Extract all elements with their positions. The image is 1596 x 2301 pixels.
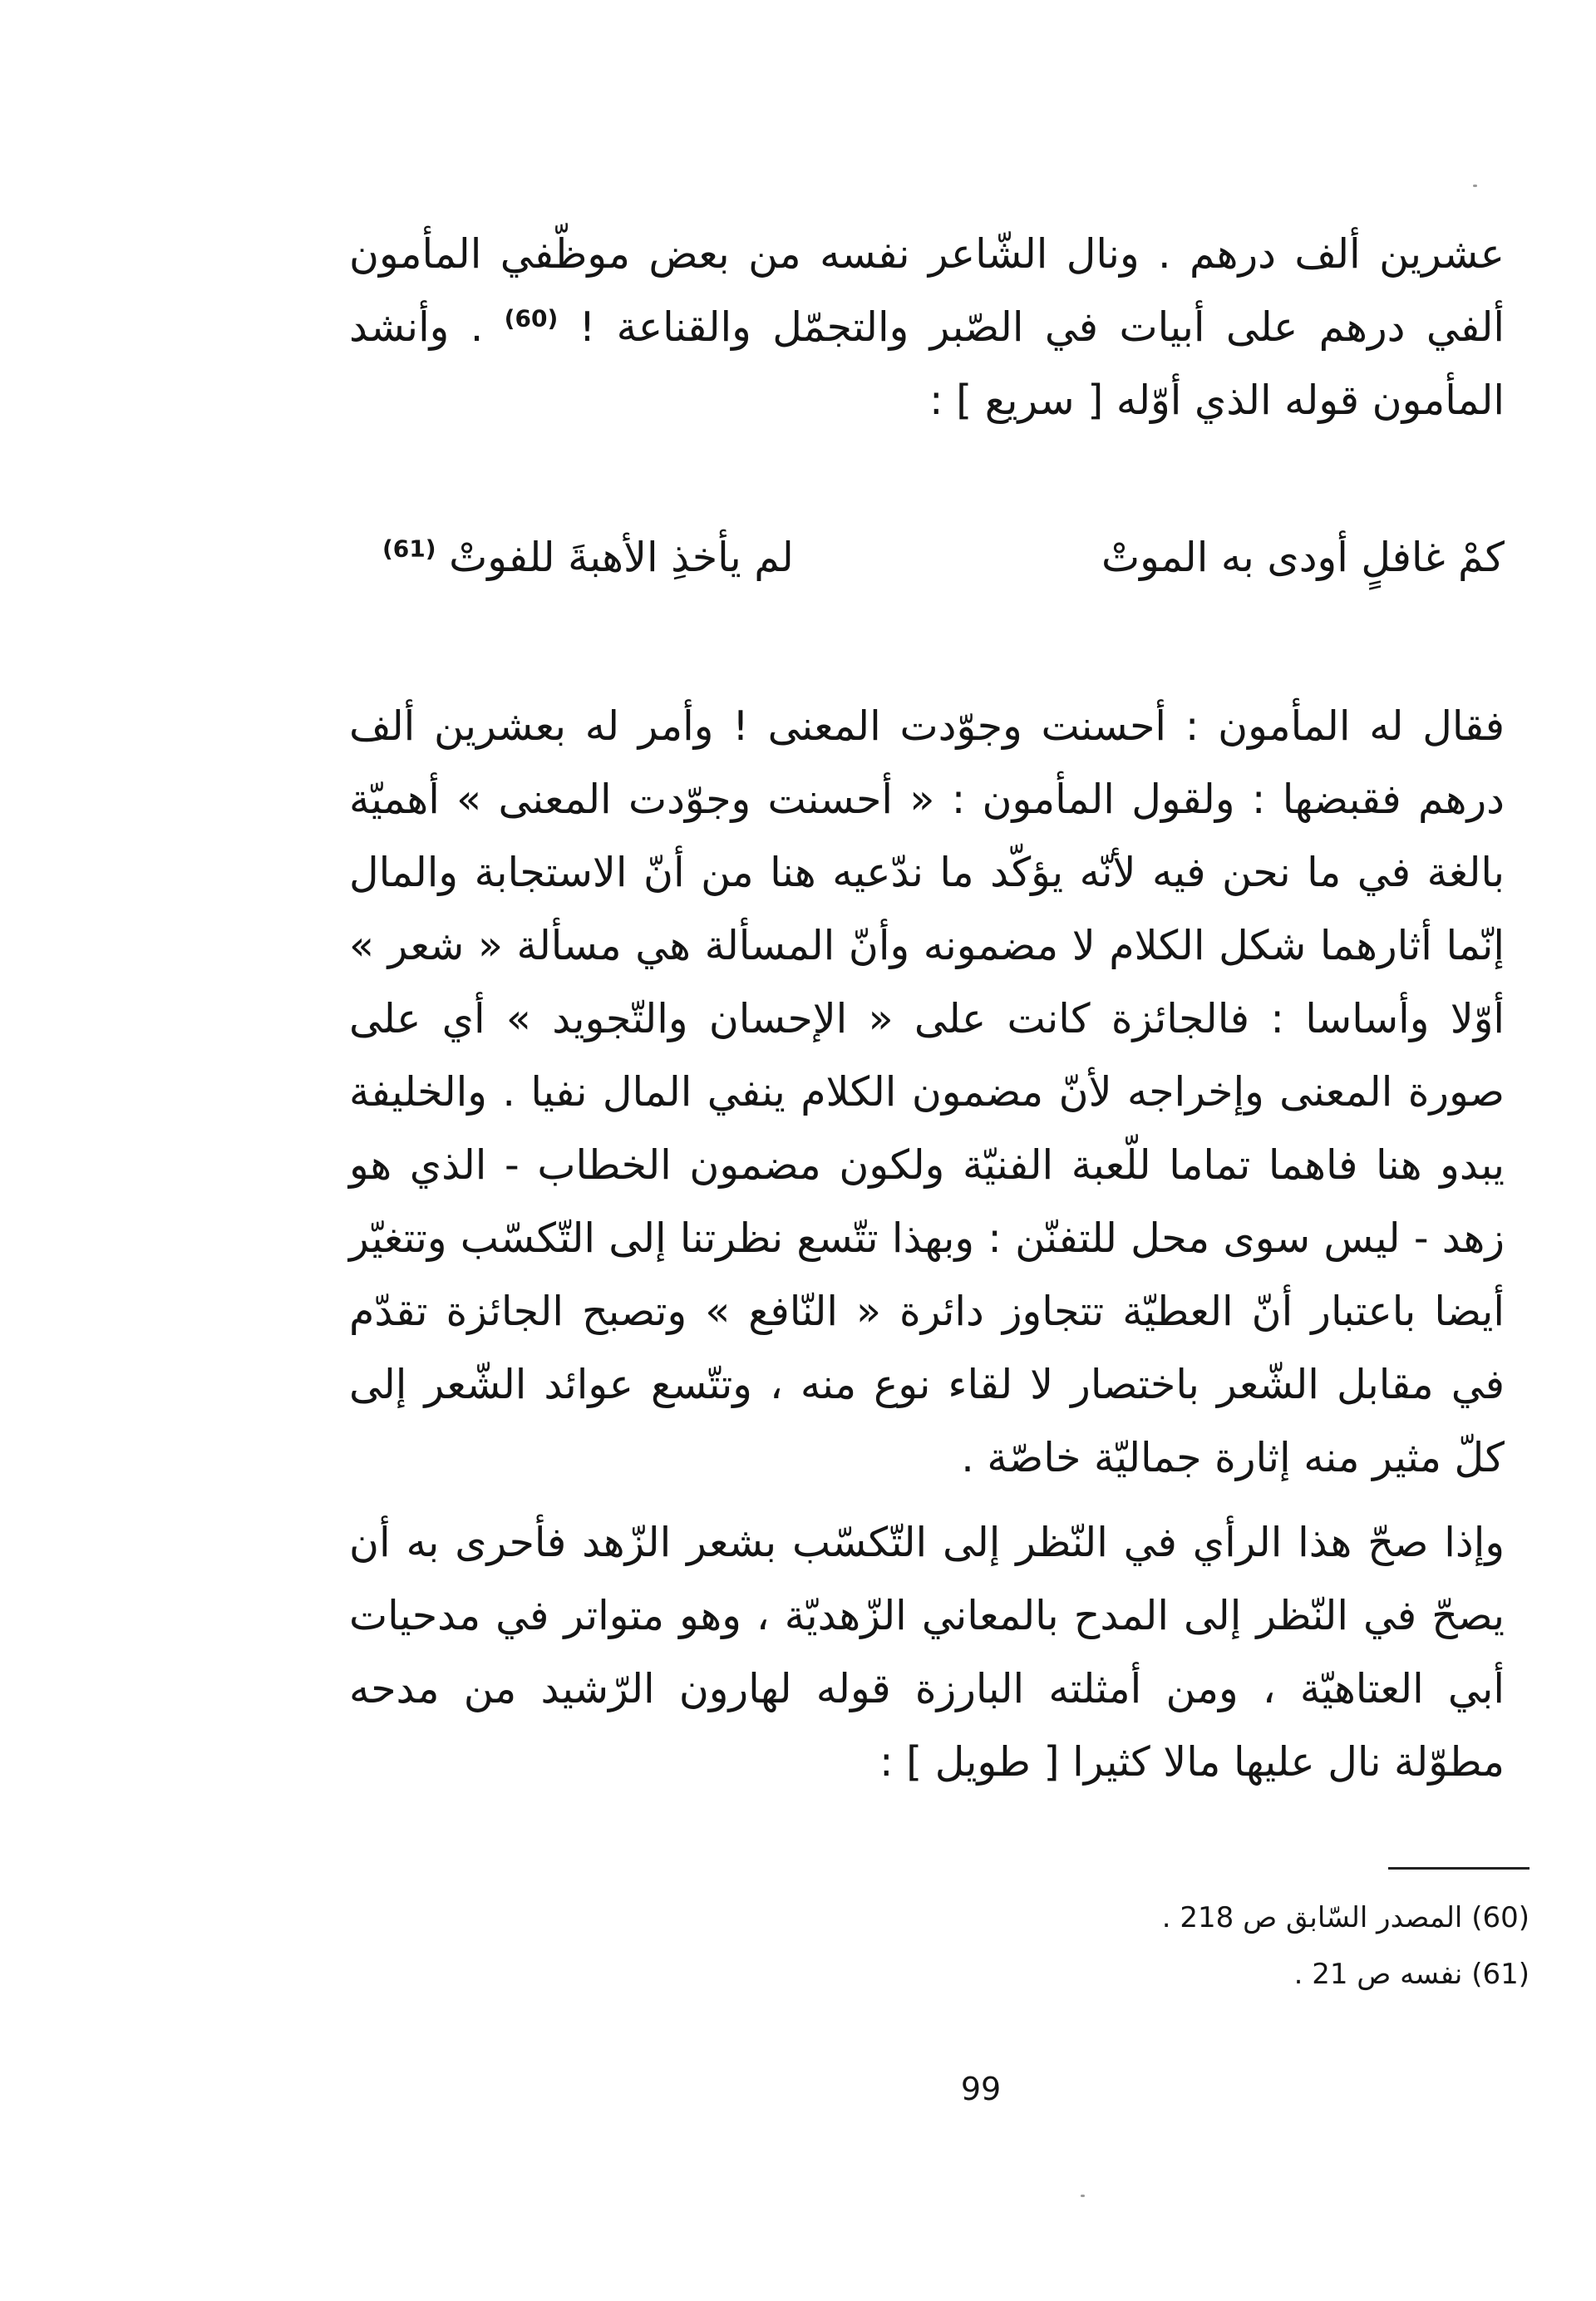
page-number: 99 <box>960 2071 1002 2107</box>
footnote-61: (61) نفسه ص 21 . <box>1293 1958 1530 1991</box>
verse-second-hemistich: لم يأخذِ الأهبةَ للفوتْ <box>449 534 794 581</box>
footnote-60: (60) المصدر السّابق ص 218 . <box>1161 1901 1530 1934</box>
scan-speck <box>1473 185 1477 187</box>
verse-second-hemistich-wrap <box>382 520 794 595</box>
footnote-divider <box>1388 1867 1530 1870</box>
verse-first-hemistich: كمْ غافلٍ أودى به الموتْ <box>1101 534 1505 581</box>
paragraph-2: فقال له المأمون : أحسنت وجوّدت المعنى ! وأمر له بعشرين ألف درهم فقبضها : ولقول المأمون : « أحسنت وجوّدت المعنى » أهميّة بالغة في ما نحن فيه لأنّه يؤكّد ما ندّعيه هنا من أنّ الاستجابة والمال إنّما أثارهما شكل الكلام لا مضمونه وأنّ المسألة هي مسألة « شعر » أوّلا وأساسا : فالجائزة كانت على « الإحسان والتّجويد » أي على صورة المعنى وإخراجه لأنّ مضمون الكلام ينفي المال نفيا . والخليفة يبدو هنا فاهما تماما للّعبة الفنيّة ولكون مضمون الخطاب - الذي هو زهد - ليس سوى محل للتفنّن : وبهذا تتّسع نظرتنا إلى التّكسّب وتتغيّر أيضا باعتبار أنّ العطيّة تتجاوز دائرة « النّافع » وتصبح الجائزة تقدّم في مقابل الشّعر باختصار لا لقاء نوع منه ، وتتّسع عوائد الشّعر إلى كلّ مثير منه إثارة جماليّة خاصّة . <box>349 702 1505 1481</box>
paragraph-3: وإذا صحّ هذا الرأي في النّظر إلى التّكسّب بشعر الزّهد فأحرى به أن يصحّ في النّظر إلى المدح بالمعاني الزّهديّة ، وهو متواتر في مدحيات أبي العتاهيّة ، ومن أمثلته البارزة قوله لهارون الرّشيد من مدحه مطوّلة نال عليها مالا كثيرا [ طويل ] : <box>349 1519 1505 1786</box>
poem-verse <box>349 520 1505 595</box>
scan-speck <box>1081 2195 1085 2197</box>
footnote-ref-61: (61) <box>382 535 436 563</box>
paragraph-1-tail: . وأنشد المأمون قوله الذي أوّله [ سريع ] : <box>349 303 1505 424</box>
paragraph-1-text: عشرين ألف درهم . ونال الشّاعر نفسه من بعض موظّفي المأمون ألفي درهم على أبيات في الصّبر والتجمّل والقناعة ! <box>349 230 1505 351</box>
paragraph-1 <box>349 218 1505 437</box>
footnote-ref-60: (60) <box>504 304 559 333</box>
